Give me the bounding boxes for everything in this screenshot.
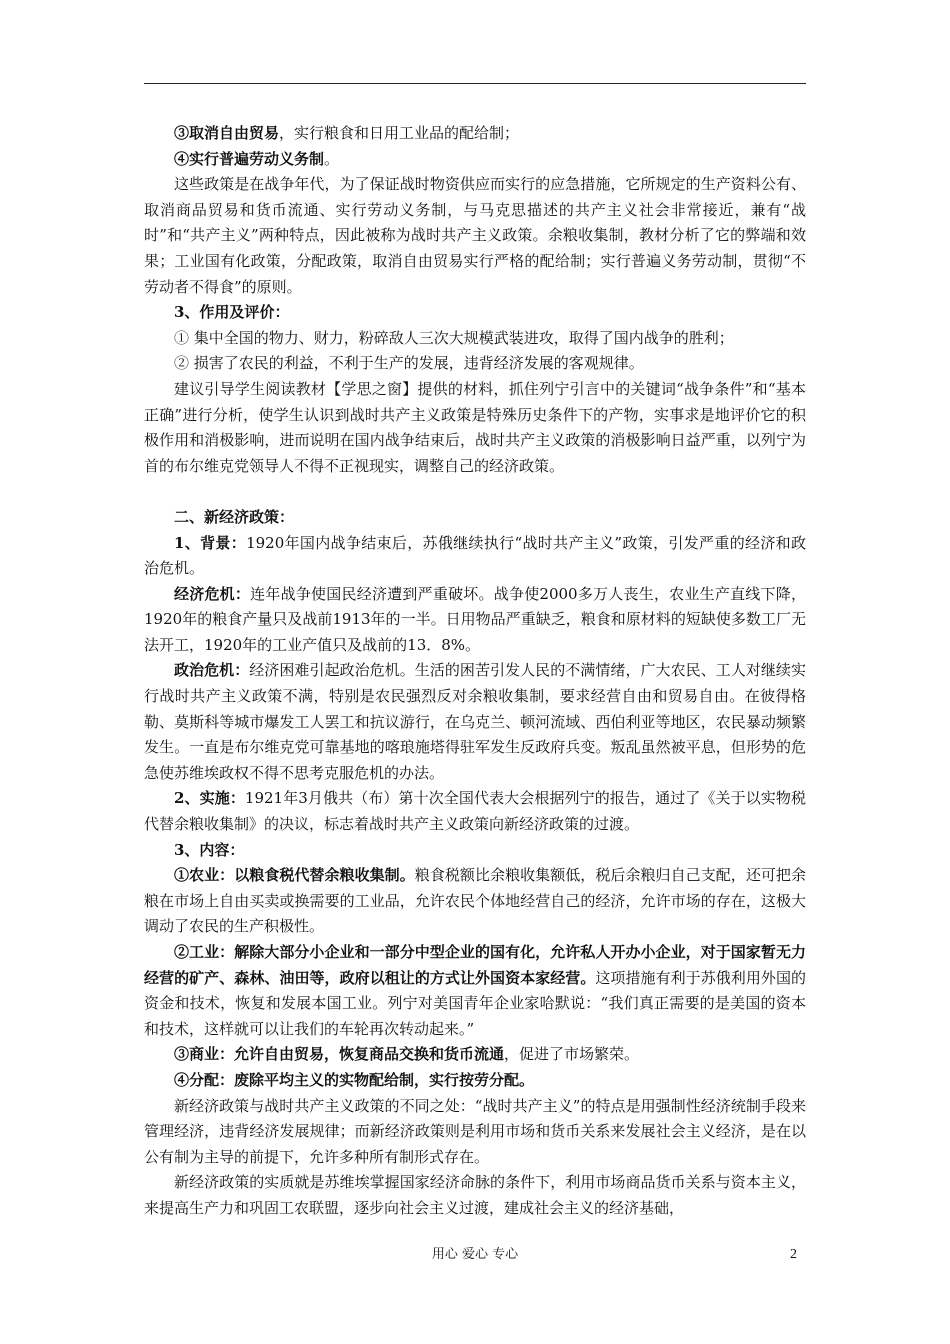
paragraph xyxy=(144,147,806,173)
paragraph xyxy=(144,505,806,531)
paragraph xyxy=(144,658,806,786)
paragraph xyxy=(144,1042,806,1068)
bold-text-segment: 经济危机： xyxy=(174,584,251,603)
text-segment: 连年战争使国民经济遭到严重破坏。战争使2000多万人丧生，农业生产直线下降，1920年的粮食产量只及战前1913年的一半。日用物品严重缺乏，粮食和原材料的短缺使多数工厂无法开工，1920年的工业产值只及战前的13．8%。 xyxy=(144,584,806,654)
text-segment: ② 损害了农民的利益，不利于生产的发展，违背经济发展的客观规律。 xyxy=(174,354,644,373)
bold-text-segment: 2、实施： xyxy=(174,789,245,808)
bold-text-segment: ④分配：废除平均主义的实物配给制，实行按劳分配。 xyxy=(174,1070,535,1089)
paragraph xyxy=(144,300,806,326)
paragraph xyxy=(144,1094,806,1171)
paragraph xyxy=(144,121,806,147)
bold-text-segment: 二、新经济政策： xyxy=(174,507,295,526)
text-segment: 这项措施有利于苏俄利用外国的资金和技术，恢复和发展本国工业。列宁对美国青年企业家哈默说：“我们真正需要的是美国的资本和技术，这样就可以让我们的车轮再次转动起来。” xyxy=(144,968,806,1038)
paragraph xyxy=(144,531,806,582)
text-segment: ，促进了市场繁荣。 xyxy=(504,1045,640,1064)
paragraph xyxy=(144,172,806,300)
text-segment: 经济困难引起政治危机。生活的困苦引发人民的不满情绪，广大农民、工人对继续实行战时共产主义政策不满，特别是农民强烈反对余粮收集制，要求经营自由和贸易自由。在彼得格勒、莫斯科等城市爆发工人罢工和抗议游行，在乌克兰、顿河流域、西伯利亚等地区，农民暴动频繁发生。一直是布尔维克党可靠基地的喀琅施塔得驻军发生反政府兵变。叛乱虽然被平息，但形势的危急使苏维埃政权不得不思考克服危机的办法。 xyxy=(144,661,806,782)
page-number: 2 xyxy=(790,1247,797,1262)
text-segment: 粮食税额比余粮收集额低，税后余粮归自己支配，还可把余粮在市场上自由买卖或换需要的工业品，允许农民个体地经营自己的经济，允许市场的存在，这极大调动了农民的生产积极性。 xyxy=(144,866,806,936)
paragraph xyxy=(144,863,806,940)
paragraph xyxy=(144,326,806,352)
footer-motto: 用心 爱心 专心 xyxy=(431,1247,519,1262)
text-segment: 1920年国内战争结束后，苏俄继续执行“战时共产主义”政策，引发严重的经济和政治危机。 xyxy=(144,533,807,578)
header-rule xyxy=(144,83,806,84)
paragraph xyxy=(144,377,806,479)
text-segment: 。 xyxy=(324,149,340,168)
bold-text-segment: ②工业：解除大部分小企业和一部分中型企业的国有化，允许私人开办小企业，对于国家暂无力经营的矿产、森林、油田等，政府以租让的方式让外国资本家经营。 xyxy=(144,943,806,987)
text-segment: 新经济政策的实质就是苏维埃掌握国家经济命脉的条件下，利用市场商品货币关系与资本主义，来提高生产力和巩固工农联盟，逐步向社会主义过渡，建成社会主义的经济基础， xyxy=(144,1173,806,1217)
paragraph xyxy=(144,1170,806,1221)
bold-text-segment: 1、背景： xyxy=(174,533,247,552)
bold-text-segment: ①农业：以粮食税代替余粮收集制。 xyxy=(174,866,415,885)
text-segment: 新经济政策与战时共产主义政策的不同之处：“战时共产主义”的特点是用强制性经济统制手段来管理经济，违背经济发展规律；而新经济政策则是利用市场和货币关系来发展社会主义经济，是在以公有制为主导的前提下，允许多种所有制形式存在。 xyxy=(144,1096,806,1166)
text-segment: 这些政策是在战争年代，为了保证战时物资供应而实行的应急措施，它所规定的生产资料公有、取消商品贸易和货币流通、实行劳动义务制，与马克思描述的共产主义社会非常接近，兼有“战时”和“共产主义”两种特点，因此被称为战时共产主义政策。余粮收集制，教材分析了它的弊端和效果；工业国有化政策，分配政策，取消自由贸易实行严格的配给制；实行普遍义务劳动制，贯彻“不劳动者不得食”的原则。 xyxy=(144,175,806,296)
bold-text-segment: 3、内容： xyxy=(174,840,245,859)
paragraph xyxy=(144,786,806,837)
paragraph xyxy=(144,940,806,1042)
paragraph xyxy=(144,582,806,659)
bold-text-segment: ③商业：允许自由贸易，恢复商品交换和货币流通 xyxy=(174,1045,505,1064)
text-segment: 1921年3月俄共（布）第十次全国代表大会根据列宁的报告，通过了《关于以实物税代替余粮收集制》的决议，标志着战时共产主义政策向新经济政策的过渡。 xyxy=(144,789,806,834)
paragraph xyxy=(144,838,806,864)
text-segment: ，实行粮食和日用工业品的配给制； xyxy=(279,124,520,142)
text-segment: 建议引导学生阅读教材【学思之窗】提供的材料，抓住列宁引言中的关键词“战争条件”和“基本正确”进行分析，使学生认识到战时共产主义政策是特殊历史条件下的产物，实事求是地评价它的积极作用和消极影响，进而说明在国内战争结束后，战时共产主义政策的消极影响日益严重，以列宁为首的布尔维克党领导人不得不正视现实，调整自己的经济政策。 xyxy=(144,379,806,475)
bold-text-segment: 政治危机： xyxy=(174,661,250,680)
text-segment: ① 集中全国的物力、财力，粉碎敌人三次大规模武装进攻，取得了国内战争的胜利； xyxy=(174,328,734,347)
paragraph xyxy=(144,1068,806,1094)
bold-text-segment: ④实行普遍劳动义务制 xyxy=(174,149,325,168)
paragraph xyxy=(144,351,806,377)
bold-text-segment: 3、作用及评价： xyxy=(174,303,290,322)
bold-text-segment: ③取消自由贸易 xyxy=(174,124,280,142)
document-body xyxy=(144,121,806,1222)
